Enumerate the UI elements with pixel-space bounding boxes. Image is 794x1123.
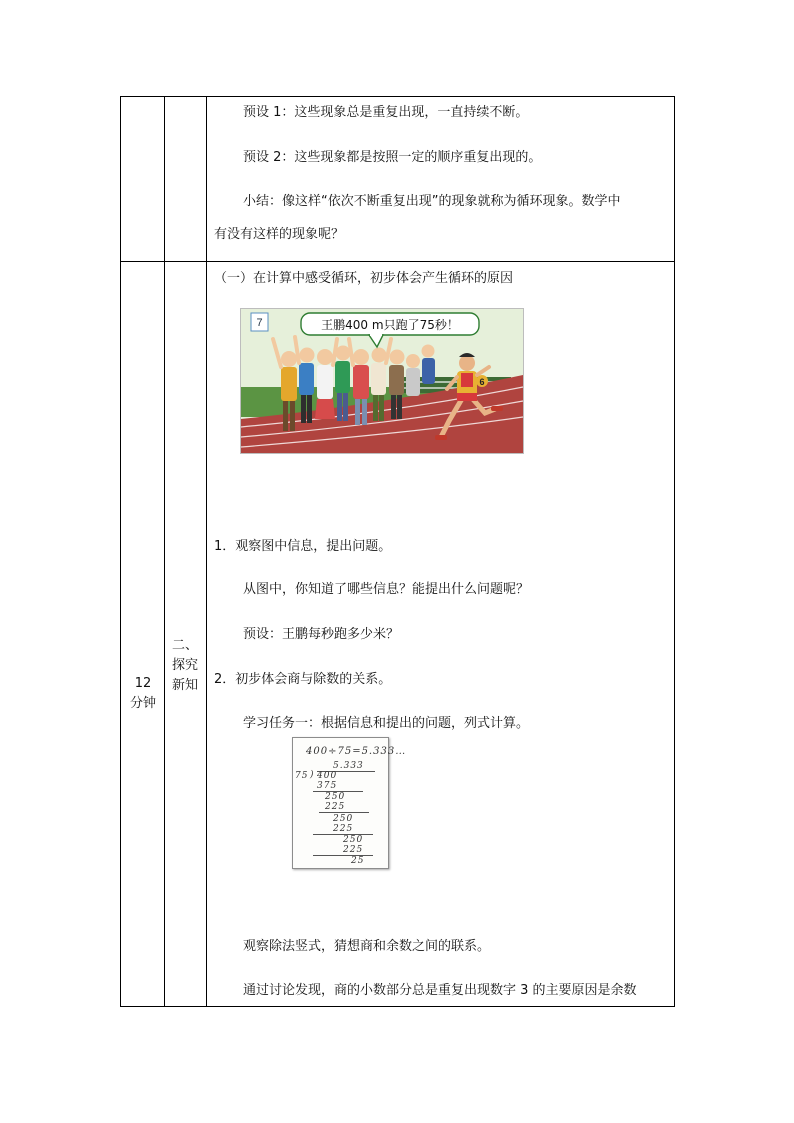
- division-equation: 400÷75=5.333…: [306, 746, 407, 757]
- step-1-hypothesis: 预设：王鹏每秒跑多少米？: [243, 627, 400, 642]
- discussion-finding: 通过讨论发现，商的小数部分总是重复出现数字 3 的主要原因是余数: [243, 983, 637, 998]
- running-scene-image: [241, 309, 523, 453]
- stage-line-2: 探究: [172, 658, 199, 673]
- division-row: 225: [325, 802, 346, 812]
- division-bracket: ): [310, 770, 315, 780]
- table-top-border: [120, 96, 675, 97]
- division-row: 250: [333, 814, 354, 824]
- stage-line-1: 二、: [172, 638, 199, 653]
- section-heading: （一）在计算中感受循环，初步体会产生循环的原因: [214, 271, 514, 286]
- stage-cell: [166, 636, 212, 696]
- division-row: 225: [343, 845, 364, 855]
- division-row: 375: [317, 781, 338, 791]
- step-2: 2．初步体会商与除数的关系。: [214, 672, 392, 687]
- step-1: 1．观察图中信息，提出问题。: [214, 539, 392, 554]
- division-row: 250: [325, 792, 346, 802]
- speech-bubble-text: 王鹏400 m只跑了75秒！: [321, 318, 459, 332]
- summary-line-1: 小结：像这样“依次不断重复出现”的现象就称为循环现象。数学中: [243, 194, 621, 209]
- division-row: 25: [351, 856, 365, 866]
- division-row: 250: [343, 835, 364, 845]
- step-1-question: 从图中，你知道了哪些信息？能提出什么问题呢？: [243, 582, 530, 597]
- textbook-illustration: [240, 308, 524, 454]
- learning-task-1: 学习任务一：根据信息和提出的问题，列式计算。: [243, 716, 530, 731]
- time-value: 12: [134, 676, 152, 691]
- long-division-photo: [292, 737, 407, 869]
- hypothesis-2: 预设 2：这些现象都是按照一定的顺序重复出现的。: [243, 150, 542, 165]
- lesson-table: [120, 96, 675, 1007]
- table-right-border: [674, 96, 675, 1007]
- hypothesis-1: 预设 1：这些现象总是重复出现，一直持续不断。: [243, 105, 529, 120]
- division-row: 225: [333, 824, 354, 834]
- time-unit: 分钟: [129, 696, 156, 711]
- observe-instruction: 观察除法竖式，猜想商和余数之间的联系。: [243, 939, 491, 954]
- table-bottom-border: [120, 1006, 675, 1007]
- illustration-page-number: 7: [256, 317, 263, 329]
- table-col-divider: [164, 96, 165, 1007]
- division-quotient: 5.333: [333, 761, 364, 771]
- runner-number: 6: [479, 377, 485, 387]
- division-dividend: 400: [317, 771, 338, 781]
- time-cell: [122, 674, 164, 714]
- table-row-divider: [120, 261, 675, 262]
- table-left-border: [120, 96, 121, 1007]
- summary-line-2: 有没有这样的现象呢？: [214, 227, 345, 242]
- table-col-divider: [206, 96, 207, 1007]
- stage-line-3: 新知: [172, 678, 199, 693]
- division-divisor: 75: [295, 771, 309, 781]
